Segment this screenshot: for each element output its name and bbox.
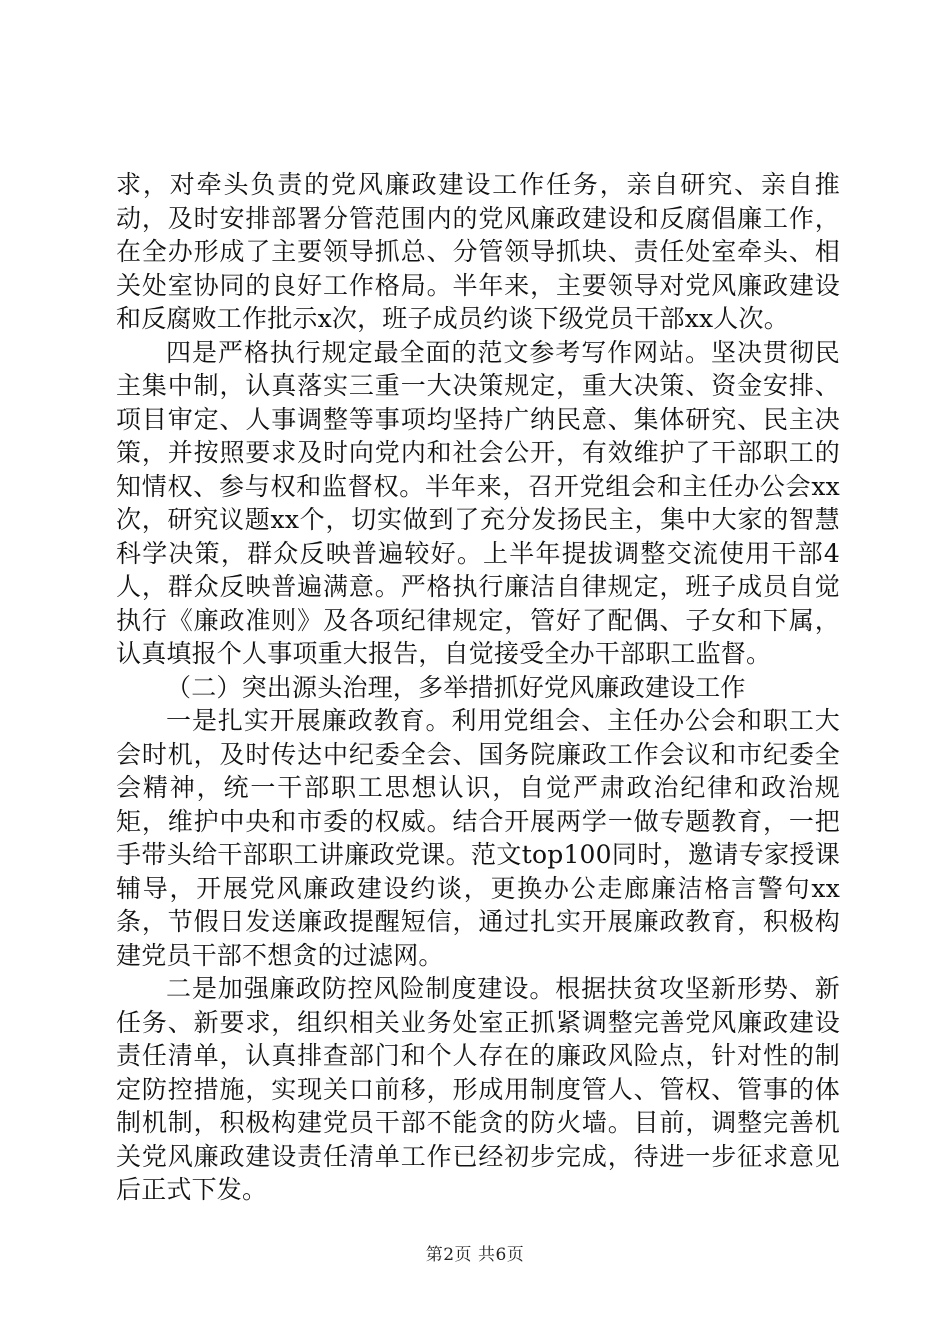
paragraph-item-four: 四是严格执行规定最全面的范文参考写作网站。坚决贯彻民主集中制，认真落实三重一大决策规定，重大决策、资金安排、项目审定、人事调整等事项均坚持广纳民意、集体研究、民主决策，并按照要求及时向党内和社会公开，有效维护了干部职工的知情权、参与权和监督权。半年来，召开党组会和主任办公会xx次，研究议题xx个，切实做到了充分发扬民主，集中大家的智慧科学决策，群众反映普遍较好。上半年提拔调整交流使用干部4人，群众反映普遍满意。严格执行廉洁自律规定，班子成员自觉执行《廉政准则》及各项纪律规定，管好了配偶、子女和下属，认真填报个人事项重大报告，自觉接受全办干部职工监督。	[116, 337, 840, 668]
document-body	[116, 168, 840, 1207]
paragraph-item-two: 二是加强廉政防控风险制度建设。根据扶贫攻坚新形势、新任务、新要求，组织相关业务处室正抓紧调整完善党风廉政建设责任清单，认真排查部门和个人存在的廉政风险点，针对性的制定防控措施，实现关口前移，形成用制度管人、管权、管事的体制机制，积极构建党员干部不能贪的防火墙。目前，调整完善机关党风廉政建设责任清单工作已经初步完成，待进一步征求意见后正式下发。	[116, 974, 840, 1204]
paragraph-item-one: 一是扎实开展廉政教育。利用党组会、主任办公会和职工大会时机，及时传达中纪委全会、国务院廉政工作会议和市纪委全会精神，统一干部职工思想认识，自觉严肃政治纪律和政治规矩，维护中央和市委的权威。结合开展两学一做专题教育，一把手带头给干部职工讲廉政党课。范文top100同时，邀请专家授课辅导，开展党风廉政建设约谈，更换办公走廊廉洁格言警句xx条，节假日发送廉政提醒短信，通过扎实开展廉政教育，积极构建党员干部不想贪的过滤网。	[116, 706, 840, 970]
section-heading: （二）突出源头治理，多举措抓好党风廉政建设工作	[166, 672, 746, 702]
page-footer: 第2页 共6页	[425, 1245, 525, 1265]
paragraph-continuation: 求，对牵头负责的党风廉政建设工作任务，亲自研究、亲自推动，及时安排部署分管范围内的党风廉政建设和反腐倡廉工作，在全办形成了主要领导抓总、分管领导抓块、责任处室牵头、相关处室协同的良好工作格局。半年来，主要领导对党风廉政建设和反腐败工作批示x次，班子成员约谈下级党员干部xx人次。	[116, 170, 840, 333]
